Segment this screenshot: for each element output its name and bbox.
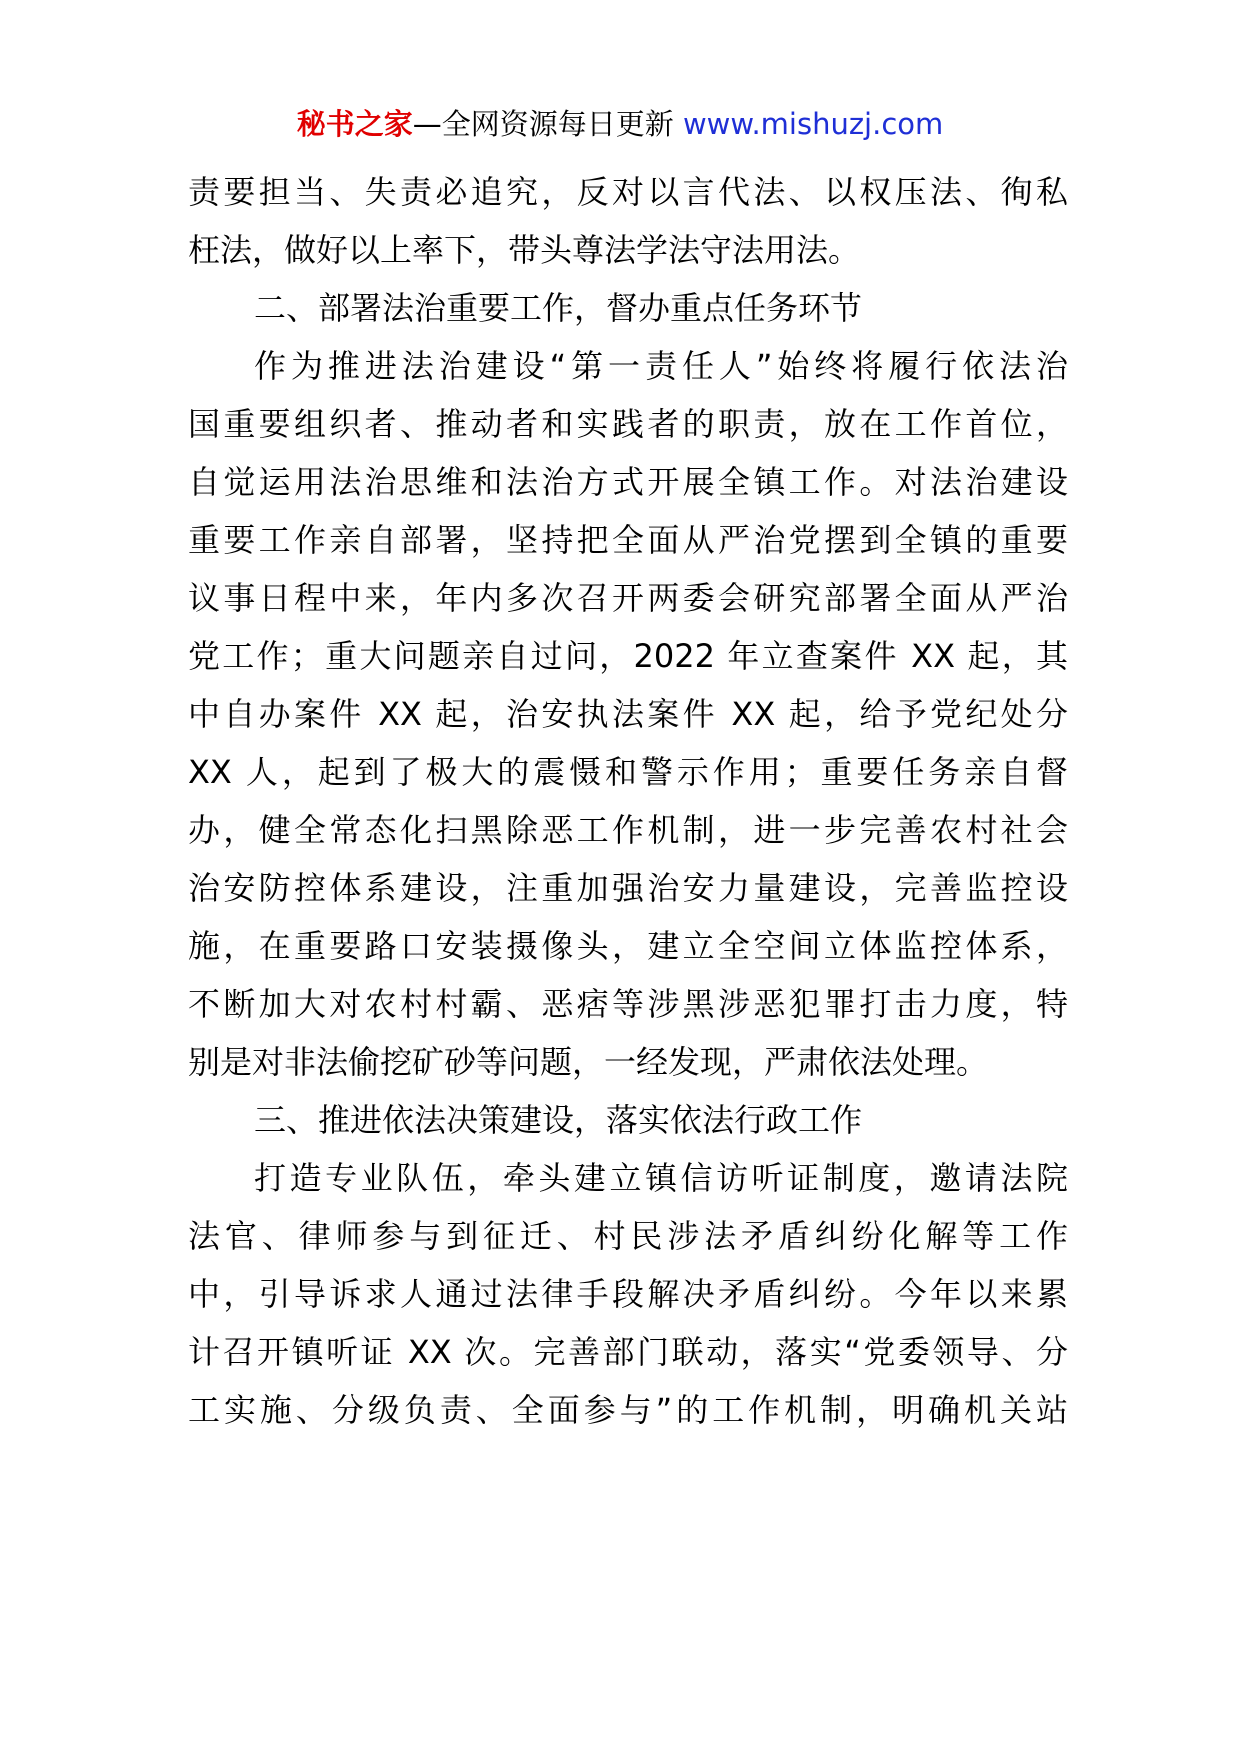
text-line: 重要工作亲自部署，坚持把全面从严治党摆到全镇的重要: [188, 521, 1068, 559]
text-line: 中，引导诉求人通过法律手段解决矛盾纠纷。今年以来累: [188, 1275, 1068, 1313]
text-line: 议事日程中来，年内多次召开两委会研究部署全面从严治: [188, 579, 1068, 617]
text-line: 枉法，做好以上率下，带头尊法学法守法用法。: [188, 231, 861, 269]
text-line: 计召开镇听证 XX 次。完善部门联动，落实“党委领导、分: [188, 1333, 1068, 1371]
section-heading: 二、部署法治重要工作，督办重点任务环节: [254, 289, 863, 327]
text-line: 治安防控体系建设，注重加强治安力量建设，完善监控设: [188, 869, 1068, 907]
text-line: 法官、律师参与到征迁、村民涉法矛盾纠纷化解等工作: [188, 1217, 1068, 1255]
site-url[interactable]: www.mishuzj.com: [682, 107, 944, 141]
text-line: 打造专业队伍，牵头建立镇信访听证制度，邀请法院: [254, 1159, 1068, 1197]
text-line: 中自办案件 XX 起，治安执法案件 XX 起，给予党纪处分: [188, 695, 1068, 733]
text-line: 别是对非法偷挖矿砂等问题，一经发现，严肃依法处理。: [188, 1043, 989, 1081]
text-line: XX 人，起到了极大的震慑和警示作用；重要任务亲自督: [188, 753, 1068, 791]
page-header: [0, 104, 1240, 144]
text-line: 党工作；重大问题亲自过问，2022 年立查案件 XX 起，其: [188, 637, 1068, 675]
text-line: 办，健全常态化扫黑除恶工作机制，进一步完善农村社会: [188, 811, 1068, 849]
text-line: 自觉运用法治思维和法治方式开展全镇工作。对法治建设: [188, 463, 1068, 501]
brand-name: 秘书之家: [296, 107, 413, 141]
text-line: 作为推进法治建设“第一责任人”始终将履行依法治: [254, 347, 1068, 385]
text-line: 责要担当、失责必追究，反对以言代法、以权压法、徇私: [188, 173, 1068, 211]
text-line: 施，在重要路口安装摄像头，建立全空间立体监控体系，: [188, 927, 1068, 965]
section-heading: 三、推进依法决策建设，落实依法行政工作: [254, 1101, 863, 1139]
text-line: 工实施、分级负责、全面参与”的工作机制，明确机关站: [188, 1391, 1068, 1429]
text-line: 国重要组织者、推动者和实践者的职责，放在工作首位，: [188, 405, 1068, 443]
header-tagline: —全网资源每日更新: [412, 107, 674, 141]
text-line: 不断加大对农村村霸、恶痞等涉黑涉恶犯罪打击力度，特: [188, 985, 1068, 1023]
